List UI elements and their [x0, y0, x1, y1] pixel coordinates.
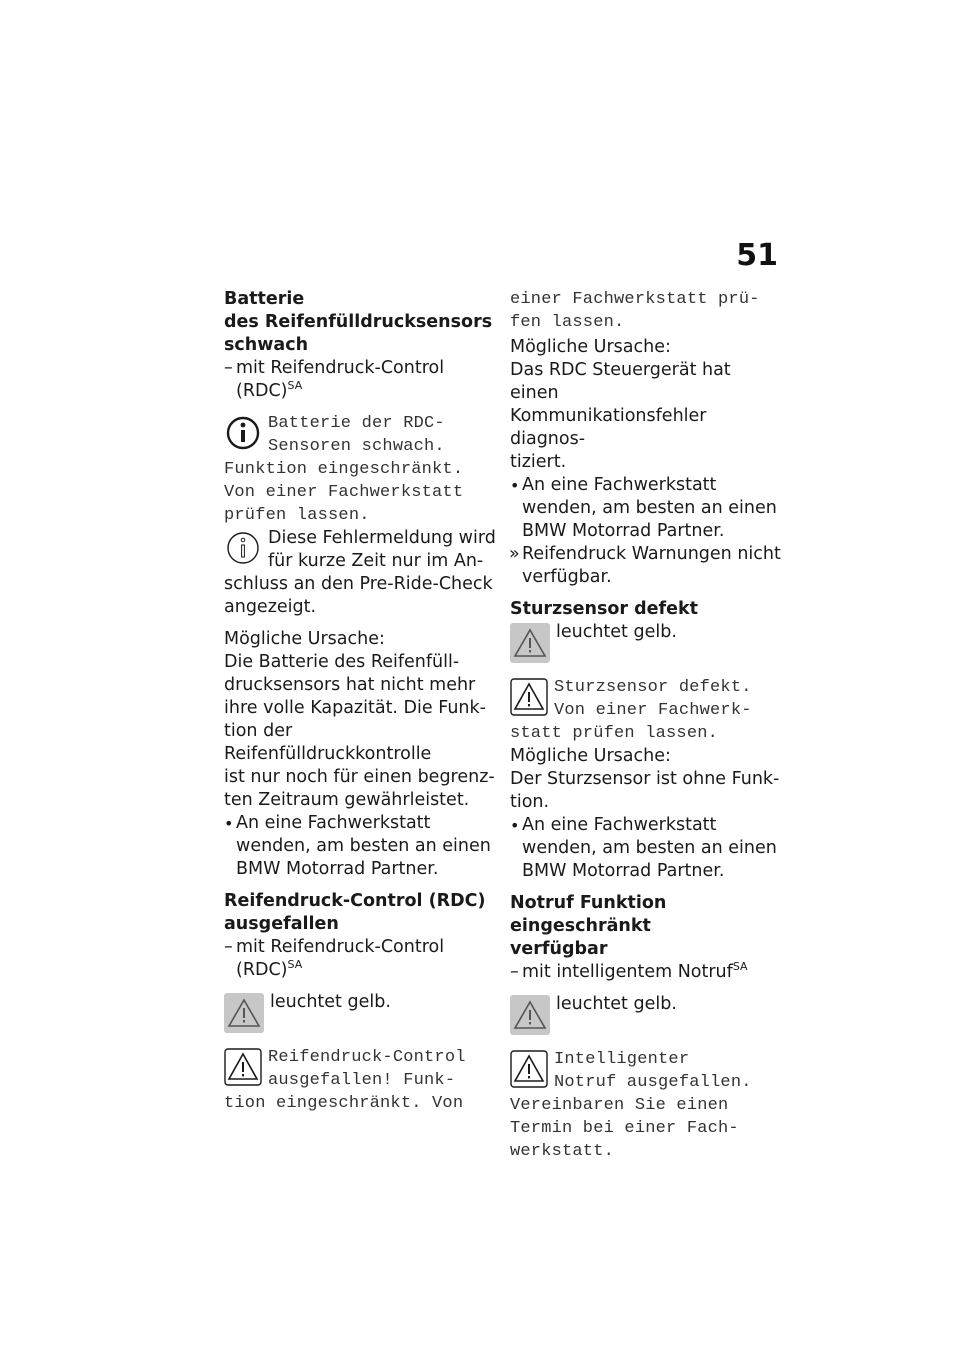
left-column [224, 288, 496, 1115]
fall-cause-line: Der Sturzsensor ist ohne Funk- [510, 769, 780, 789]
info-icon [224, 414, 262, 452]
emergency-display-block [510, 1048, 782, 1163]
emergency-lamp-block [510, 993, 782, 1039]
battery-display-block [224, 412, 496, 527]
emergency-display-line: Notruf ausgefallen. [554, 1073, 752, 1092]
sa-mark: SA [287, 958, 303, 972]
emergency-display-line: Termin bei einer Fach- [510, 1119, 739, 1138]
rdc-heading-1: Reifendruck-Control (RDC) [224, 891, 486, 911]
emergency-display-line: werkstatt. [510, 1142, 615, 1161]
emergency-display-line: Intelligenter [554, 1050, 690, 1069]
warning-lamp-icon [510, 623, 550, 663]
battery-condition-2: (RDC)$^{SA}$ [236, 379, 303, 401]
battery-cause-line: tion der Reifenfülldruckkontrolle [224, 721, 432, 764]
warning-lamp-icon [224, 993, 264, 1033]
fall-action-line: wenden, am besten an einen [522, 838, 777, 858]
rdc-lamp-block [224, 991, 496, 1037]
fall-cause-label: Mögliche Ursache: [510, 746, 671, 766]
sa-mark: SA [287, 379, 303, 393]
battery-info-line: angezeigt. [224, 597, 317, 617]
battery-display-line: Batterie der RDC- [268, 414, 445, 433]
battery-cause-line: ist nur noch für einen begrenz- [224, 767, 495, 787]
emergency-display-line: Vereinbaren Sie einen [510, 1096, 729, 1115]
sa-mark: SA [732, 960, 748, 974]
battery-action-line: BMW Motorrad Partner. [236, 859, 439, 879]
warning-triangle-icon [510, 678, 548, 716]
battery-display-line: prüfen lassen. [224, 506, 370, 525]
rdc-display-block [224, 1046, 496, 1115]
rdc-lamp-text: leuchtet gelb. [270, 992, 391, 1012]
rdc-display-line: Reifendruck-Control [268, 1048, 466, 1067]
fall-display-line: Sturzsensor defekt. [554, 678, 752, 697]
right-column [510, 288, 782, 1163]
rdc-result: » Reifendruck Warnungen nicht [510, 543, 782, 566]
battery-display-line: Von einer Fachwerkstatt [224, 483, 464, 502]
battery-display-line: Sensoren schwach. [268, 437, 445, 456]
rdc-action-line: BMW Motorrad Partner. [522, 521, 725, 541]
rdc-display-line: tion eingeschränkt. Von [224, 1094, 464, 1113]
fall-lamp-block [510, 621, 782, 667]
fall-display-line: statt prüfen lassen. [510, 724, 719, 743]
battery-heading-3: schwach [224, 335, 309, 355]
fall-lamp-text: leuchtet gelb. [556, 622, 677, 642]
battery-action-line: wenden, am besten an einen [236, 836, 491, 856]
warning-triangle-icon [510, 1050, 548, 1088]
rdc-display-line: fen lassen. [510, 313, 625, 332]
fall-sensor-heading: Sturzsensor defekt [510, 599, 699, 619]
rdc-cause-line: tiziert. [510, 452, 567, 472]
emergency-heading-1: Notruf Funktion eingeschränkt [510, 893, 667, 936]
rdc-action-line: wenden, am besten an einen [522, 498, 777, 518]
battery-info-block [224, 527, 496, 619]
battery-action: • An eine Fachwerkstatt [224, 812, 496, 835]
emergency-heading-2: verfügbar [510, 939, 608, 959]
info-outline-icon [224, 529, 262, 567]
fall-display-block [510, 676, 782, 745]
fall-cause-line: tion. [510, 792, 550, 812]
rdc-result-line: verfügbar. [522, 567, 612, 587]
battery-heading-1: Batterie [224, 289, 305, 309]
battery-cause-line: ihre volle Kapazität. Die Funk- [224, 698, 486, 718]
warning-triangle-icon [224, 1048, 262, 1086]
rdc-condition: – mit Reifendruck-Control [224, 936, 496, 959]
fall-display-line: Von einer Fachwerk- [554, 701, 752, 720]
rdc-display-line: ausgefallen! Funk- [268, 1071, 456, 1090]
fall-action-line: BMW Motorrad Partner. [522, 861, 725, 881]
rdc-display-line: einer Fachwerkstatt prü- [510, 290, 760, 309]
battery-cause-line: Die Batterie des Reifenfüll- [224, 652, 460, 672]
rdc-cause-label: Mögliche Ursache: [510, 337, 671, 357]
page-number: 51 [736, 238, 778, 273]
battery-cause-line: drucksensors hat nicht mehr [224, 675, 476, 695]
battery-heading-2: des Reifenfülldrucksensors [224, 312, 493, 332]
emergency-lamp-text: leuchtet gelb. [556, 994, 677, 1014]
emergency-condition: – mit intelligentem Notruf$^{SA}$ [510, 961, 782, 984]
battery-condition: – mit Reifendruck-Control [224, 357, 496, 380]
fall-action: • An eine Fachwerkstatt [510, 814, 782, 837]
rdc-cause-line: Das RDC Steuergerät hat einen [510, 360, 731, 403]
battery-info-line: schluss an den Pre-Ride-Check [224, 574, 493, 594]
battery-cause-line: ten Zeitraum gewährleistet. [224, 790, 470, 810]
battery-cause-label: Mögliche Ursache: [224, 629, 385, 649]
battery-info-line: für kurze Zeit nur im An- [268, 551, 484, 571]
rdc-condition-2: (RDC)$^{SA}$ [236, 958, 303, 980]
rdc-action: • An eine Fachwerkstatt [510, 474, 782, 497]
warning-lamp-icon [510, 995, 550, 1035]
battery-info-line: Diese Fehlermeldung wird [268, 528, 496, 548]
battery-display-line: Funktion eingeschränkt. [224, 460, 464, 479]
rdc-heading-2: ausgefallen [224, 914, 339, 934]
rdc-cause-line: Kommunikationsfehler diagnos- [510, 406, 707, 449]
